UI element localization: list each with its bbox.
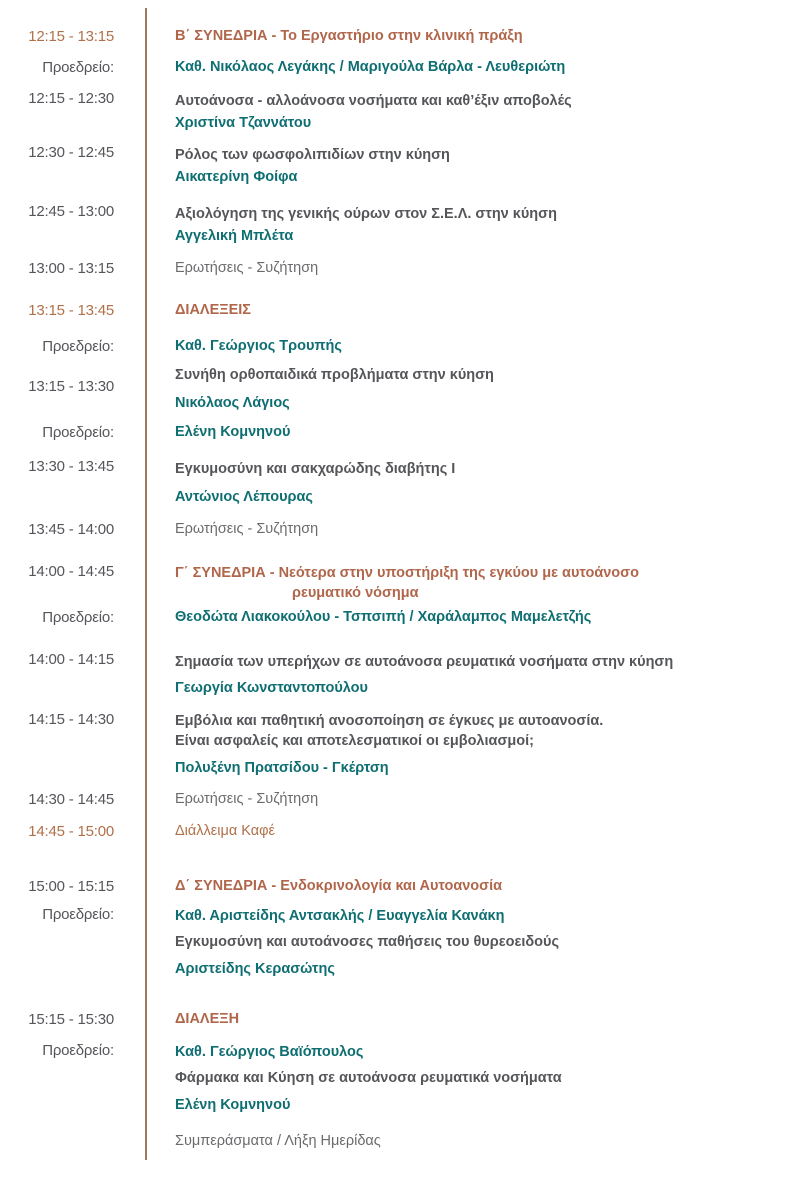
speaker-name: Αγγελική Μπλέτα [175, 228, 294, 244]
session-title: ΔΙΑΛΕΞΕΙΣ [175, 302, 251, 318]
session-title-block [175, 563, 775, 603]
chair-names: Καθ. Νικόλαος Λεγάκης / Μαριγούλα Βάρλα - Λευθεριώτη [175, 59, 566, 75]
time-slot: 13:00 - 13:15 [28, 260, 114, 277]
talk-title-continued: Είναι ασφαλείς και αποτελεσματικοί οι εμβολιασμοί; [175, 733, 534, 749]
chair-names: Καθ. Γεώργιος Βαϊόπουλος [175, 1044, 364, 1060]
time-slot: 15:15 - 15:30 [28, 1011, 114, 1028]
chair-names: Καθ. Γεώργιος Τρουπής [175, 338, 342, 354]
time-slot: 15:00 - 15:15 [28, 878, 114, 895]
talk-title: Εγκυμοσύνη και σακχαρώδης διαβήτης Ι [175, 461, 456, 477]
time-slot: 14:00 - 14:45 [28, 563, 114, 580]
chair-label: Προεδρείο: [42, 906, 114, 923]
speaker-name: Ελένη Κομνηνού [175, 1097, 291, 1113]
closing-label: Συμπεράσματα / Λήξη Ημερίδας [175, 1133, 381, 1149]
speaker-name: Αικατερίνη Φοίφα [175, 169, 298, 185]
talk-title: Σημασία των υπερήχων σε αυτοάνοσα ρευματικά νοσήματα στην κύηση [175, 654, 674, 670]
speaker-name: Νικόλαος Λάγιος [175, 395, 290, 411]
talk-title: Ρόλος των φωσφολιπιδίων στην κύηση [175, 147, 450, 163]
time-slot: 12:15 - 12:30 [28, 90, 114, 107]
chair-names: Ελένη Κομνηνού [175, 424, 291, 440]
talk [175, 1042, 775, 1115]
talk-title: Αυτοάνοσα - αλλοάνοσα νοσήματα και καθ’έξιν αποβολές [175, 93, 572, 109]
discussion-label: Ερωτήσεις - Συζήτηση [175, 521, 319, 537]
session-title: Γ΄ ΣΥΝΕΔΡΙΑ - Νεότερα στην υποστήριξη της εγκύου με αυτοάνοσο [175, 565, 639, 581]
chair-label: Προεδρείο: [42, 338, 114, 355]
speaker-name: Πολυξένη Πρατσίδου - Γκέρτση [175, 760, 389, 776]
talk-title: Αξιολόγηση της γενικής ούρων στον Σ.Ε.Λ. στην κύηση [175, 206, 557, 222]
session-title: Β΄ ΣΥΝΕΔΡΙΑ - Το Εργαστήριο στην κλινική πράξη [175, 28, 523, 44]
chair-names: Καθ. Αριστείδης Αντσακλής / Ευαγγελία Κανάκη [175, 908, 505, 924]
session-title: ΔΙΑΛΕΞΗ [175, 1011, 240, 1027]
time-slot: 12:15 - 13:15 [28, 28, 114, 45]
talk-title: Εγκυμοσύνη και αυτοάνοσες παθήσεις του θυρεοειδούς [175, 934, 559, 950]
discussion-label: Ερωτήσεις - Συζήτηση [175, 260, 319, 276]
time-slot: 13:15 - 13:30 [28, 378, 114, 395]
chair-names: Θεοδώτα Λιακοκούλου - Τσπσιπή / Χαράλαμπος Μαμελετζής [175, 609, 592, 625]
speaker-name: Αντώνιος Λέπουρας [175, 489, 313, 505]
time-slot: 13:45 - 14:00 [28, 521, 114, 538]
time-slot: 14:30 - 14:45 [28, 791, 114, 808]
time-slot: 12:45 - 13:00 [28, 203, 114, 220]
talk [175, 711, 775, 779]
talk-title: Εμβόλια και παθητική ανοσοποίηση σε έγκυες με αυτοανοσία. [175, 713, 604, 729]
discussion-label: Ερωτήσεις - Συζήτηση [175, 791, 319, 807]
session-title-continued: ρευματικό νόσημα [292, 585, 419, 601]
time-slot: 13:15 - 13:45 [28, 302, 114, 319]
talk [175, 906, 775, 979]
session-title: Δ΄ ΣΥΝΕΔΡΙΑ - Ενδοκρινολογία και Αυτοανοσία [175, 878, 503, 894]
speaker-name: Αριστείδης Κερασώτης [175, 961, 335, 977]
talk [175, 90, 775, 134]
time-slot: 13:30 - 13:45 [28, 458, 114, 475]
speaker-name: Χριστίνα Τζαννάτου [175, 115, 312, 131]
chair-label: Προεδρείο: [42, 424, 114, 441]
time-slot: 12:30 - 12:45 [28, 144, 114, 161]
time-slot: 14:00 - 14:15 [28, 651, 114, 668]
speaker-name: Γεωργία Κωνσταντοπούλου [175, 680, 368, 696]
coffee-break-label: Διάλλειμα Καφέ [175, 823, 275, 839]
talk [175, 203, 775, 247]
timeline-divider [145, 8, 147, 1160]
chair-label: Προεδρείο: [42, 1042, 114, 1059]
talk [175, 144, 775, 188]
talk [175, 458, 775, 508]
talk-title: Συνήθη ορθοπαιδικά προβλήματα στην κύηση [175, 367, 494, 383]
time-slot: 14:15 - 14:30 [28, 711, 114, 728]
time-slot: 14:45 - 15:00 [28, 823, 114, 840]
chair-label: Προεδρείο: [42, 59, 114, 76]
talk [175, 651, 775, 699]
chair-label: Προεδρείο: [42, 609, 114, 626]
talk [175, 364, 775, 414]
talk-title: Φάρμακα και Κύηση σε αυτοάνοσα ρευματικά νοσήματα [175, 1070, 562, 1086]
